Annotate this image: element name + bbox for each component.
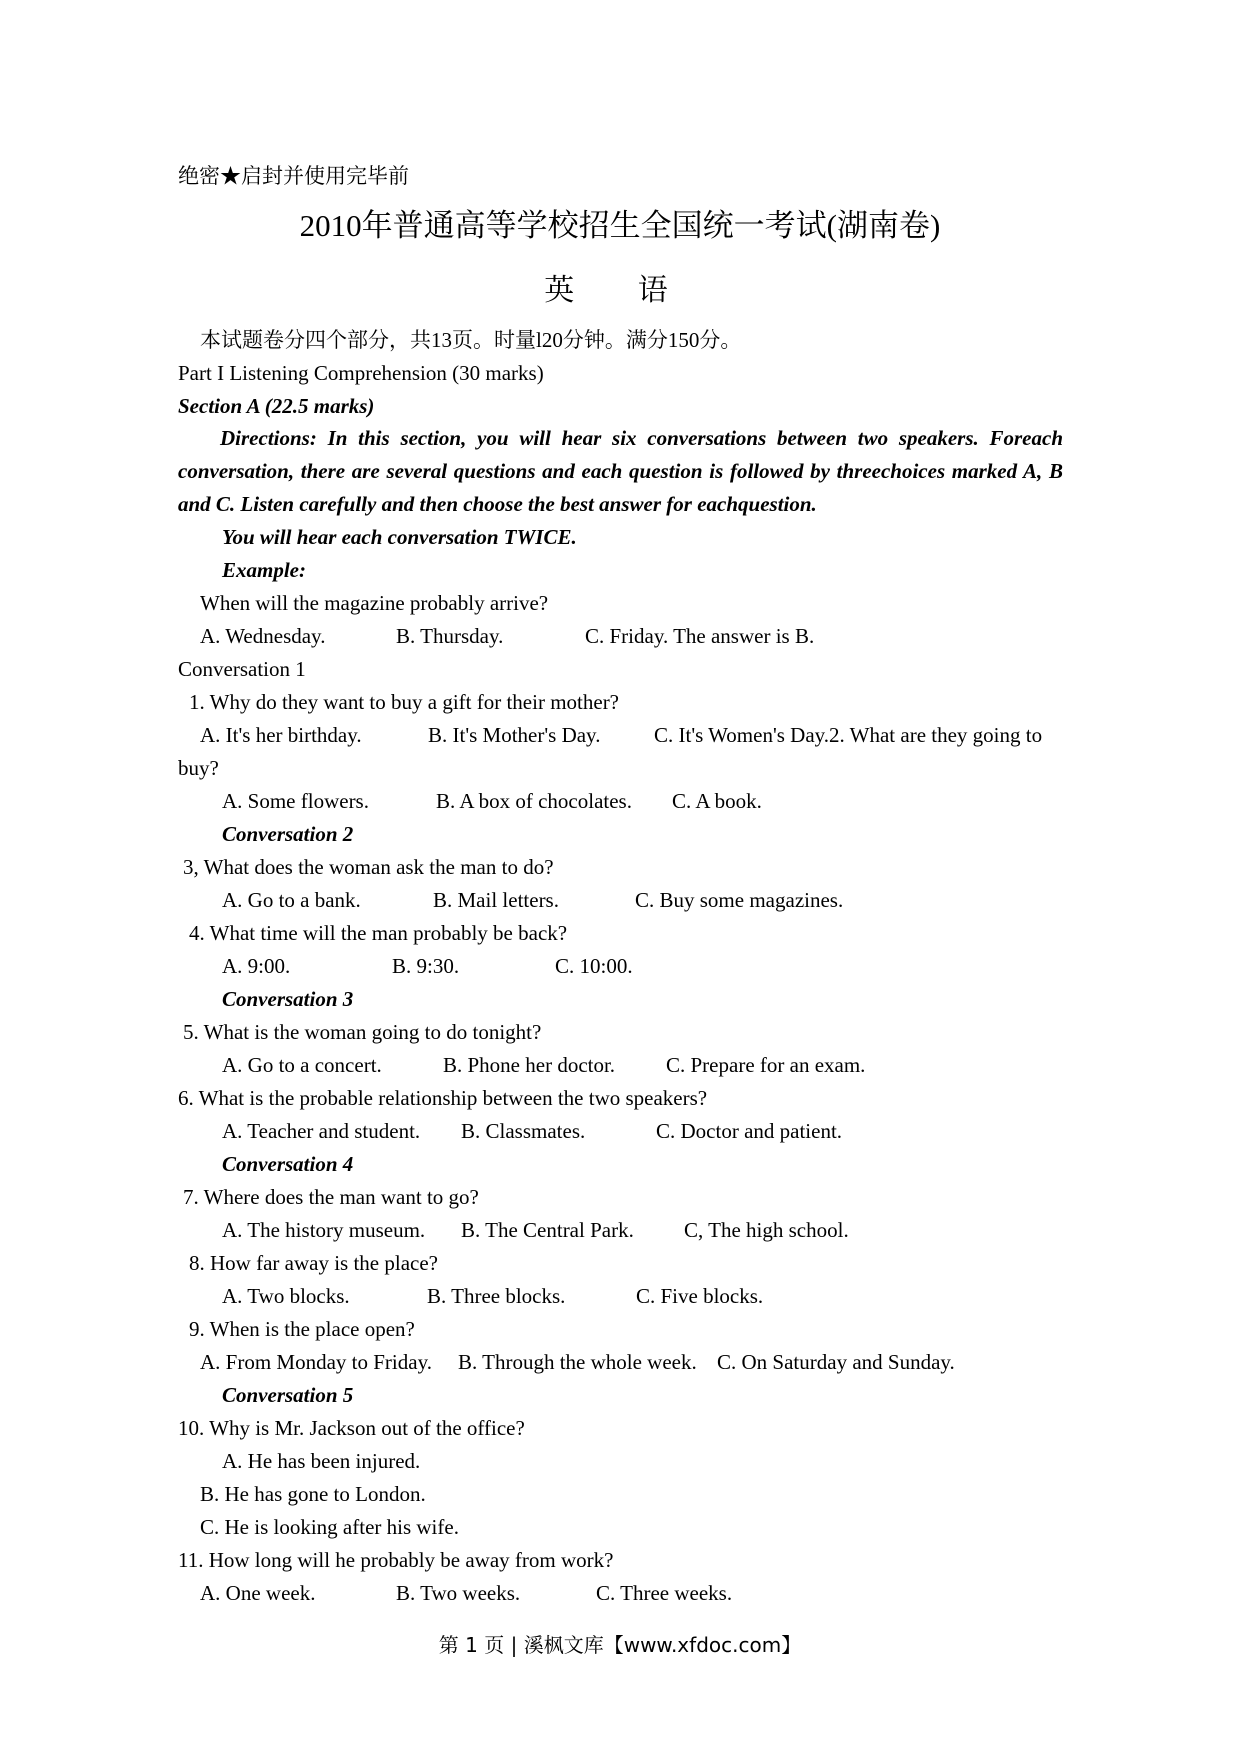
question-1-option-c-and-question-2-start bbox=[654, 723, 1042, 747]
question-7-option-a: A. The history museum. bbox=[222, 1218, 426, 1242]
example-option-a: A. Wednesday. bbox=[200, 624, 326, 648]
question-8-option-c: C. Five blocks. bbox=[636, 1284, 764, 1308]
question-6-option-b: B. Classmates. bbox=[461, 1119, 586, 1143]
question-2-option-b: B. A box of chocolates. bbox=[436, 789, 632, 813]
conversation-3-heading: Conversation 3 bbox=[222, 987, 354, 1011]
question-10: 10. Why is Mr. Jackson out of the office? bbox=[178, 1416, 525, 1440]
question-3-option-c: C. Buy some magazines. bbox=[635, 888, 844, 912]
question-5: 5. What is the woman going to do tonight? bbox=[183, 1020, 542, 1044]
question-9-option-c: C. On Saturday and Sunday. bbox=[717, 1350, 955, 1374]
question-10-option-c: C. He is looking after his wife. bbox=[200, 1515, 459, 1539]
question-2-option-a: A. Some flowers. bbox=[222, 789, 369, 813]
question-6-option-a: A. Teacher and student. bbox=[222, 1119, 421, 1143]
question-2-option-c: C. A book. bbox=[672, 789, 762, 813]
footer-site-link[interactable]: 溪枫文库【www.xfdoc.com】 bbox=[523, 1633, 802, 1657]
question-6-option-c: C. Doctor and patient. bbox=[656, 1119, 843, 1143]
example-question: When will the magazine probably arrive? bbox=[200, 591, 549, 615]
example-label: Example: bbox=[222, 558, 306, 582]
question-4-option-a: A. 9:00. bbox=[222, 954, 291, 978]
question-9: 9. When is the place open? bbox=[189, 1317, 415, 1341]
question-11: 11. How long will he probably be away from work? bbox=[178, 1548, 614, 1572]
question-4-option-c: C. 10:00. bbox=[555, 954, 633, 978]
exam-title: 2010年普通高等学校招生全国统一考试(湖南卷) bbox=[299, 208, 941, 243]
twice-note: You will hear each conversation TWICE. bbox=[222, 525, 577, 549]
page-number: 第 1 页 bbox=[438, 1633, 505, 1657]
question-7: 7. Where does the man want to go? bbox=[183, 1185, 479, 1209]
part-heading: Part I Listening Comprehension (30 marks) bbox=[178, 361, 544, 385]
conversation-1-heading: Conversation 1 bbox=[178, 657, 306, 681]
question-7-option-b: B. The Central Park. bbox=[461, 1218, 634, 1242]
conversation-4-heading: Conversation 4 bbox=[222, 1152, 354, 1176]
question-11-option-c: C. Three weeks. bbox=[596, 1581, 733, 1605]
question-3: 3, What does the woman ask the man to do? bbox=[183, 855, 554, 879]
directions-text: Directions: In this section, you will hear six conversations between two speakers. Foreach conversation, there are several questions and each question is followed by threechoices marked A, B and C. Listen carefully and then choose the best answer for eachquestion. bbox=[178, 426, 1063, 516]
question-4-option-b: B. 9:30. bbox=[392, 954, 460, 978]
question-4: 4. What time will the man probably be back? bbox=[189, 921, 568, 945]
question-11-option-b: B. Two weeks. bbox=[396, 1581, 521, 1605]
question-2-line1: C. It's Women's Day.2. What are they going to bbox=[654, 723, 1043, 747]
question-3-option-b: B. Mail letters. bbox=[433, 888, 559, 912]
question-1-option-a: A. It's her birthday. bbox=[200, 723, 362, 747]
subject-title: 英 语 bbox=[544, 274, 696, 307]
conversation-2-heading: Conversation 2 bbox=[222, 822, 354, 846]
question-1: 1. Why do they want to buy a gift for their mother? bbox=[189, 690, 620, 714]
secret-mark: 绝密★启封并使用完毕前 bbox=[178, 164, 409, 188]
example-option-c: C. Friday. The answer is B. bbox=[585, 624, 815, 648]
footer-separator: | bbox=[510, 1633, 518, 1657]
question-2-line2: buy? bbox=[178, 756, 219, 780]
question-5-option-c: C. Prepare for an exam. bbox=[666, 1053, 866, 1077]
question-5-option-b: B. Phone her doctor. bbox=[443, 1053, 616, 1077]
question-8-option-a: A. Two blocks. bbox=[222, 1284, 350, 1308]
section-heading: Section A (22.5 marks) bbox=[178, 394, 375, 418]
question-11-option-a: A. One week. bbox=[200, 1581, 316, 1605]
question-7-option-c: C, The high school. bbox=[684, 1218, 849, 1242]
question-6: 6. What is the probable relationship between the two speakers? bbox=[178, 1086, 708, 1110]
question-9-option-a: A. From Monday to Friday. bbox=[200, 1350, 432, 1374]
question-1-option-b: B. It's Mother's Day. bbox=[428, 723, 601, 747]
question-10-option-b: B. He has gone to London. bbox=[200, 1482, 426, 1506]
question-9-option-b: B. Through the whole week. bbox=[458, 1350, 697, 1374]
page-footer bbox=[0, 1633, 1240, 1657]
question-8-option-b: B. Three blocks. bbox=[427, 1284, 566, 1308]
question-10-option-a: A. He has been injured. bbox=[222, 1449, 421, 1473]
question-5-option-a: A. Go to a concert. bbox=[222, 1053, 382, 1077]
question-8: 8. How far away is the place? bbox=[189, 1251, 438, 1275]
conversation-5-heading: Conversation 5 bbox=[222, 1383, 354, 1407]
question-3-option-a: A. Go to a bank. bbox=[222, 888, 361, 912]
example-option-b: B. Thursday. bbox=[396, 624, 504, 648]
intro-text: 本试题卷分四个部分，共13页。时量l20分钟。满分150分。 bbox=[200, 328, 742, 352]
